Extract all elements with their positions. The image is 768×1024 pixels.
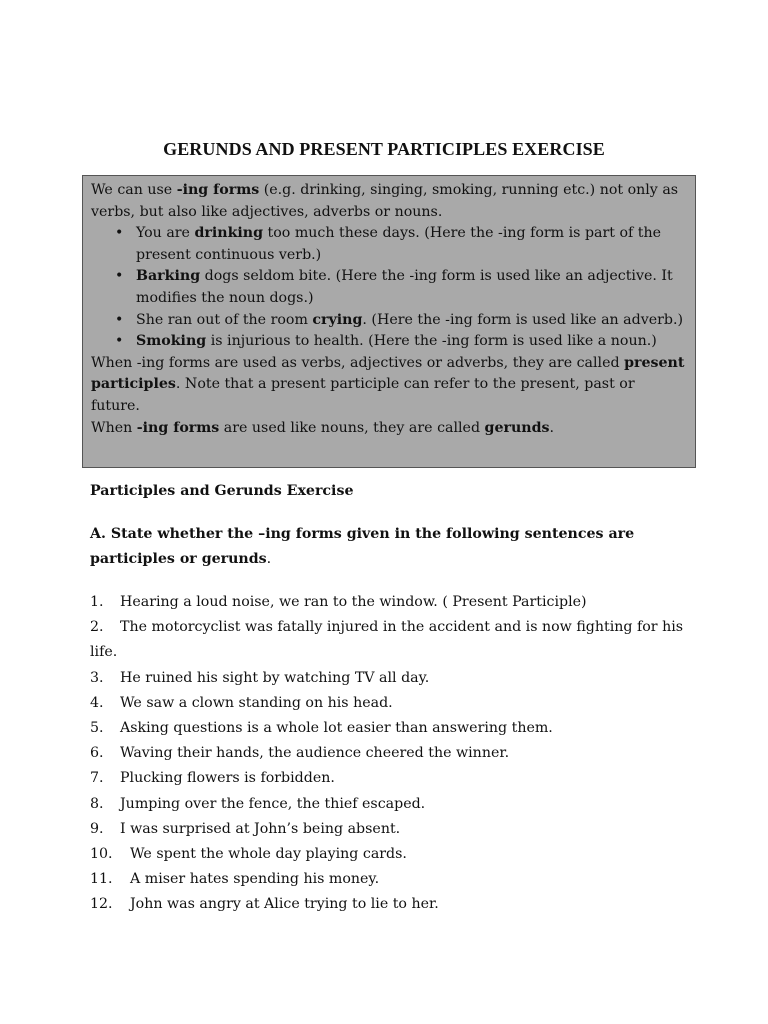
sentence-text: We spent the whole day playing cards. (130, 846, 407, 863)
exercise-sentence (90, 892, 700, 917)
definition-period: . (549, 419, 555, 436)
bullet-icon: • (115, 268, 124, 285)
sentence-number: 12. (90, 896, 113, 913)
sentence-number: 3. (90, 669, 104, 686)
grammar-note-box (82, 175, 696, 468)
sentence-text: I was surprised at John’s being absent. (120, 820, 401, 837)
sentence-number: 5. (90, 720, 104, 737)
example-keyword: Barking (136, 268, 201, 285)
sentence-text: Jumping over the fence, the thief escaped. (120, 795, 426, 812)
note-intro-text: We can use (91, 182, 177, 198)
sentence-number: 7. (90, 770, 104, 787)
sentence-number: 11. (90, 871, 113, 888)
bullet-icon: • (115, 333, 124, 350)
exercise-sentence (90, 792, 700, 817)
exercise-sentence (90, 691, 700, 716)
gerund-definition (91, 418, 687, 440)
example-text: dogs seldom bite. (Here the -ing form is used like an adjective. It modifies the noun dogs.) (136, 268, 673, 306)
example-item (115, 266, 687, 309)
page-title: GERUNDS AND PRESENT PARTICIPLES EXERCISE (163, 139, 605, 159)
definition-text: When -ing forms are used as verbs, adjectives or adverbs, they are called (91, 354, 625, 371)
exercise-sentence (90, 741, 700, 766)
sentence-number: 4. (90, 694, 104, 711)
exercise-sentence (90, 766, 700, 791)
example-list (91, 223, 687, 353)
example-item (115, 331, 687, 353)
example-text: too much these days. (Here the -ing form is part of the present continuous verb.) (136, 225, 662, 263)
sentence-text: He ruined his sight by watching TV all day. (120, 669, 430, 686)
definition-text-cont: . Note that a present participle can refer to the present, past or future. (91, 376, 635, 414)
exercise-sentence-list (90, 590, 700, 918)
exercise-sentence (90, 817, 700, 842)
example-keyword: crying (312, 311, 363, 328)
note-intro-text-cont: (e.g. drinking, singing, smoking, running etc.) not only as verbs, but also like adjectives, adverbs or nouns. (91, 182, 679, 220)
exercise-subheading: Participles and Gerunds Exercise (90, 483, 354, 499)
definition-term: present participles (91, 354, 685, 393)
exercise-sentence (90, 590, 700, 615)
example-text: . (Here the -ing form is used like an adverb.) (362, 311, 684, 328)
instruction-period: . (266, 551, 272, 567)
sentence-text: Waving their hands, the audience cheered the winner. (120, 745, 510, 762)
sentence-text: We saw a clown standing on his head. (120, 694, 393, 711)
note-intro (91, 180, 687, 223)
sentence-number: 6. (90, 745, 104, 762)
sentence-text: The motorcyclist was fatally injured in the accident and is now fighting for his life. (90, 619, 684, 661)
bullet-icon: • (115, 311, 124, 328)
example-text: is injurious to health. (Here the -ing form is used like a noun.) (206, 333, 657, 350)
example-item (115, 310, 687, 332)
definition-term: gerunds (484, 419, 550, 436)
sentence-text: John was angry at Alice trying to lie to her. (130, 896, 439, 913)
sentence-text: A miser hates spending his money. (130, 871, 380, 888)
definition-text-cont: are used like nouns, they are called (219, 419, 485, 436)
sentence-number: 1. (90, 594, 104, 610)
instruction-text: A. State whether the –ing forms given in the following sentences are participles or gerunds (90, 526, 635, 567)
sentence-number: 10. (90, 846, 113, 863)
exercise-sentence (90, 666, 700, 691)
example-keyword: Smoking (136, 333, 207, 350)
sentence-text: Plucking flowers is forbidden. (120, 770, 335, 787)
sentence-text: Hearing a loud noise, we ran to the window. ( Present Participle) (120, 594, 587, 610)
exercise-sentence (90, 867, 700, 892)
example-text: She ran out of the room (136, 311, 313, 328)
example-item (115, 223, 687, 266)
exercise-sentence (90, 842, 700, 867)
exercise-instruction (90, 522, 690, 572)
sentence-number: 8. (90, 795, 104, 812)
example-keyword: drinking (194, 225, 264, 242)
definition-emphasis: -ing forms (136, 419, 220, 436)
exercise-sentence (90, 615, 700, 665)
definition-text: When (91, 419, 137, 436)
participle-definition (91, 353, 687, 418)
sentence-number: 2. (90, 619, 104, 636)
example-text: You are (136, 225, 195, 242)
sentence-text: Asking questions is a whole lot easier than answering them. (120, 720, 553, 737)
bullet-icon: • (115, 225, 124, 242)
exercise-sentence (90, 716, 700, 741)
note-intro-emphasis: -ing forms (176, 182, 260, 198)
sentence-number: 9. (90, 820, 104, 837)
